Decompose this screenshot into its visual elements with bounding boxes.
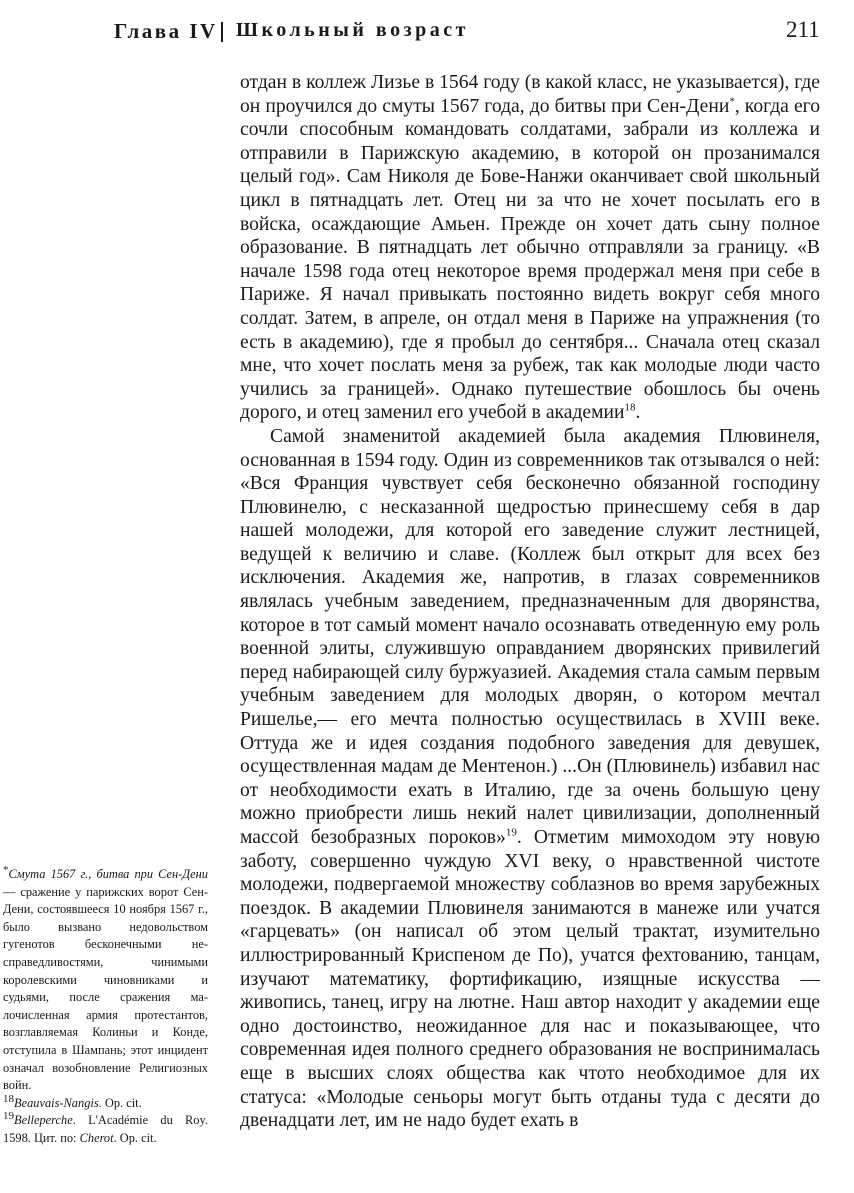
header-divider [221, 22, 223, 42]
footnote-19-text-2: . Op. cit. [113, 1130, 157, 1145]
footnote-18-marker: 18 [3, 1092, 14, 1105]
footnotes [3, 863, 208, 1148]
footnote-star-text: — сражение у парижских ворот Сен-Дени, состоявшееся 10 ноября 1567 г., было вызвано недовольством гугенотов бесконечными несправедливостями, чинимыми королевскими чиновниками и судьями, после сражения малочисленная армия протестантов, возглавляемая Колиньи и Конде, отступила в Шампань; этот инцидент означал возобновление Религиозных войн. [3, 884, 208, 1093]
main-text [240, 71, 820, 1133]
paragraph-2 [240, 425, 820, 1133]
paragraph-1-end: . [635, 402, 641, 424]
chapter-title: Школьный возраст [236, 19, 469, 41]
footnote-19-author: Belleperche [14, 1113, 73, 1128]
running-header [0, 0, 854, 60]
page-number: 211 [786, 17, 820, 42]
footnote-star-marker: * [3, 863, 9, 876]
paragraph-2-text-cont: . Отметим мимоходом эту новую заботу, совершенно чуждую XVI веку, о нравственной чистоте молодежи, подвергаемой множеству соблазнов во время зарубежных поездок. В академии Плювинеля занимаются в манеже или учатся «гарцевать» (он написал об этом целый трактат, изумительно иллюстрированный Криспеном де По), учатся фехтованию, танцам, изучают математику, фортификацию, изящные искусства — живопись, танец, игру на лютне. Наш автор находит у академии еще одно достоинство, неожиданное для нас и показывающее, что современная идея полного среднего образования не воспринималась еще в высших слоях общества как чтото необходимое для их статуса: «Молодые сеньоры могут быть отданы туда с десяти до двенадцати лет, им не надо будет ехать в [240, 827, 820, 1132]
chapter-label: Глава IV [114, 19, 218, 43]
footnote-star-term: Смута 1567 г., битва при Сен-Дени [8, 867, 208, 881]
footnote-18 [3, 1092, 208, 1113]
footnote-star [3, 863, 208, 1095]
paragraph-2-text: Самой знаменитой академией была академия Плювинеля, основанная в 1594 году. Один из современников так отзывался о ней: «Вся Франция чувствует себя бесконечно обязанной господину Плювинелю, с несказанной щедростью принесшему себя в дар нашей молодежи, для которой его заведение служит лестницей, ведущей к величию и славе. (Коллеж был открыт для всех без исключения. Академия же, напротив, в глазах современников являлась учебным заведением, предназначенным для дворянства, которое в тот самый момент начало осознавать отведенную ему роль военной элиты, служившую оправданием дворянских привилегий перед набирающей силу буржуазией. Академия стала самым первым учебным заведением для молодых дворян, о котором мечтал Ришелье,— его мечта полностью осуществилась в XVIII веке. Оттуда же и идея создания подобного заведения для девушек, осуществленная мадам де Ментенон.) ...Он (Плювинель) избавил нас от необходимости ехать в Италию, где за очень большую цену можно приобрести лишь некий налет цивилизации, дополненный массой безобразных пороков» [240, 425, 820, 848]
paragraph-1 [240, 71, 820, 425]
paragraph-1-text: отдан в коллеж Лизье в 1564 году (в какой класс, не указывается), где он проучился до смуты 1567 года, до битвы при Сен-Дени [240, 72, 820, 117]
footnote-ref-19: 19 [505, 826, 517, 839]
footnote-19-marker: 19 [3, 1110, 14, 1123]
footnote-18-text: . Op. cit. [98, 1095, 142, 1110]
footnote-19-text: . L'Académie du Roy. 1598. Цит. по: [3, 1113, 208, 1145]
footnote-19-author-2: Cherot [79, 1130, 114, 1145]
footnote-ref-18: 18 [624, 401, 636, 414]
footnote-18-author: Beauvais-Nangis [14, 1095, 99, 1110]
paragraph-1-text-cont: , когда его сочли способным командовать солдатами, забрали из коллежа и отправили в Парижскую академию, в которой он прозанимался целый год». Сам Николя де Бове-Нанжи оканчивает свой школьный цикл в пятнадцать лет. Отец ни за что не хочет посылать его в войска, осаждающие Амьен. Прежде он хочет дать сыну полное образование. В пятнадцать лет обычно отправляли за границу. «В начале 1598 года отец некоторое время продержал меня при себе в Париже. Я начал привыкать постоянно видеть вокруг себя много солдат. Затем, в апреле, он отдал меня в Париже на упражнения (то есть в академию), где я пробыл до сентября... Сначала отец сказал мне, что хочет послать меня за рубеж, так как молодые люди часто учились за границей». Однако путешествие обошлось бы очень дорого, и отец заменил его учебой в академии [240, 95, 820, 424]
footnote-ref-star: * [729, 95, 735, 108]
footnote-19 [3, 1112, 208, 1147]
